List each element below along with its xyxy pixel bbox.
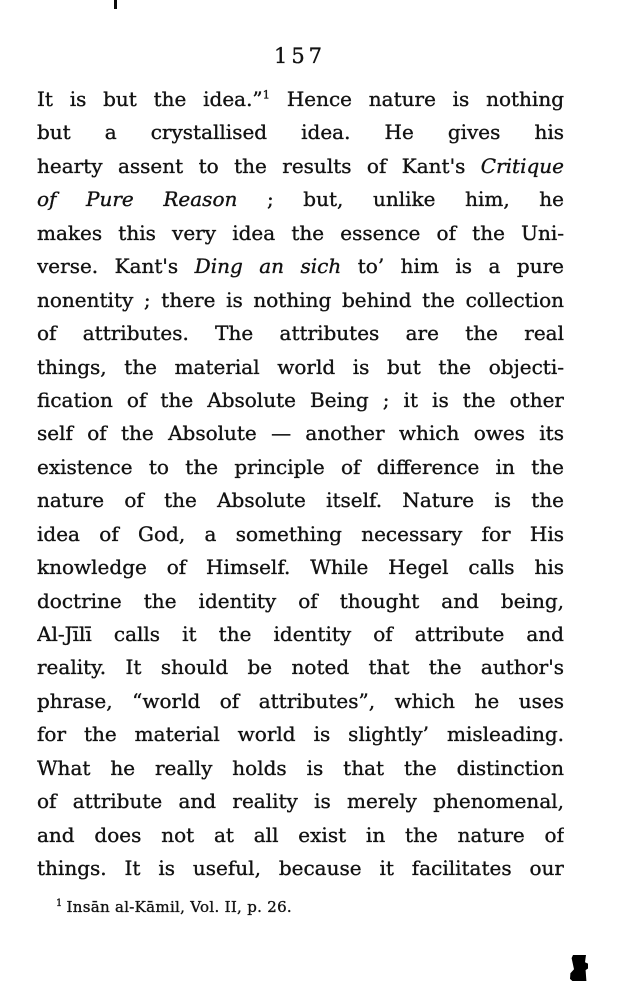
text-line: It is but the idea.”$^1$ Hence nature is nothing	[37, 87, 564, 111]
text-line: and does not at all exist in the nature of	[37, 822, 564, 847]
text-line: things. It is useful, because it facilitates our	[37, 856, 564, 881]
footnote-text: Insān al-Kāmil, Vol. II, p. 26.	[66, 898, 292, 916]
text-line: phrase, “world of attributes”, which he uses	[37, 688, 564, 713]
text-line: makes this very idea the essence of the Uni-	[37, 220, 564, 245]
text-line: things, the material world is but the objecti-	[37, 354, 564, 379]
text-line: verse. Kant's Ding an sich to’ him is a pure	[37, 254, 564, 279]
text-line: hearty assent to the results of Kant's Critique	[37, 153, 564, 178]
text-line: idea of God, a something necessary for His	[37, 521, 564, 546]
text-line: doctrine the identity of thought and being,	[37, 588, 564, 613]
text-line: self of the Absolute — another which owes its	[37, 421, 564, 446]
text-line: of attribute and reality is merely phenomenal,	[37, 789, 564, 814]
body-text	[37, 83, 564, 886]
text-line: What he really holds is that the distinction	[37, 755, 564, 780]
text-line: existence to the principle of difference in the	[37, 454, 564, 479]
text-line: nonentity ; there is nothing behind the collection	[37, 287, 564, 312]
page-number: 157	[273, 44, 327, 68]
text-line: reality. It should be noted that the author's	[37, 655, 564, 680]
ink-blot-artifact	[568, 955, 588, 981]
text-line: Al-Jīlī calls it the identity of attribute and	[37, 622, 564, 646]
text-line: but a crystallised idea. He gives his	[37, 120, 564, 145]
text-line: knowledge of Himself. While Hegel calls his	[37, 555, 564, 580]
text-line: fication of the Absolute Being ; it is the other	[37, 387, 564, 412]
text-line: for the material world is slightly’ misleading.	[37, 722, 564, 747]
footnote-marker: 1	[56, 898, 63, 909]
text-line: nature of the Absolute itself. Nature is the	[37, 488, 564, 513]
footnote	[56, 898, 292, 916]
scan-artifact-tick	[114, 0, 117, 9]
text-line: of attributes. The attributes are the real	[37, 321, 564, 346]
text-line: of Pure Reason ; but, unlike him, he	[37, 187, 564, 212]
